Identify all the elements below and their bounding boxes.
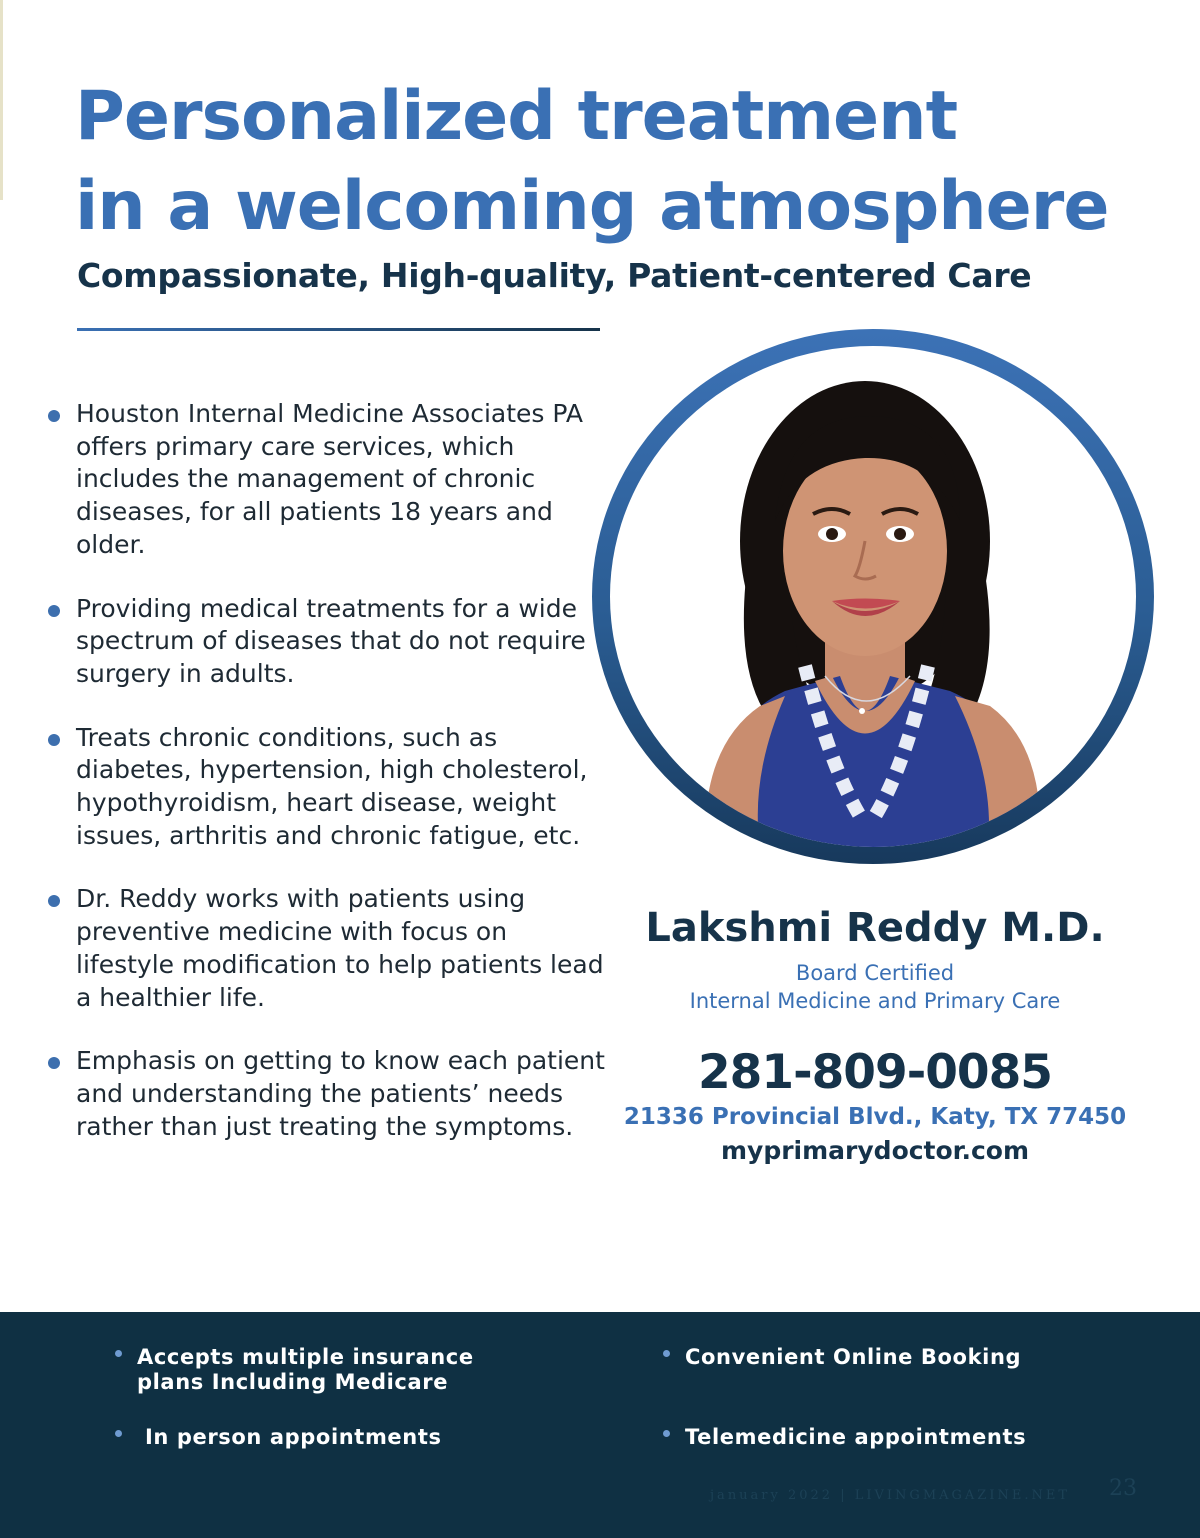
list-item [48, 1045, 608, 1143]
feature-insurance-line-2: plans Including Medicare [137, 1370, 449, 1394]
list-item-text: Dr. Reddy works with patients using preventive medicine with focus on lifestyle modification to help patients lead a healthier life. [76, 884, 604, 1012]
phone-number[interactable]: 281-809-0085 [697, 1045, 1053, 1100]
list-item [48, 398, 608, 562]
feature-in-person-text: In person appointments [145, 1425, 442, 1449]
feature-insurance [137, 1345, 474, 1395]
website-link[interactable]: myprimarydoctor.com [720, 1136, 1029, 1165]
subheadline: Compassionate, High-quality, Patient-centered Care [77, 256, 1032, 295]
doctor-info [590, 905, 1160, 1165]
feature-telemedicine-text: Telemedicine appointments [685, 1425, 1027, 1449]
services-list [48, 398, 608, 1174]
doctor-portrait [610, 346, 1136, 847]
list-item-text: Emphasis on getting to know each patient and understanding the patients’ needs rather than just treating the symptoms. [76, 1046, 605, 1141]
page-number: 23 [1109, 1476, 1137, 1501]
list-item [48, 593, 608, 691]
footer-site: LIVINGMAGAZINE.NET [854, 1488, 1070, 1503]
bullet-dot-icon [48, 410, 60, 422]
credential-line-2: Internal Medicine and Primary Care [689, 989, 1061, 1013]
feature-online-booking [685, 1345, 1021, 1370]
list-item-text: Providing medical treatments for a wide spectrum of diseases that do not require surgery in adults. [76, 593, 586, 688]
bullet-dot-icon [48, 1057, 60, 1069]
feature-insurance-line-1: Accepts multiple insurance [137, 1345, 474, 1369]
bullet-dot-icon [115, 1430, 122, 1437]
list-item-text: Houston Internal Medicine Associates PA offers primary care services, which includes the management of chronic diseases, for all patients 18 years and older. [76, 399, 583, 559]
bullet-dot-icon [48, 605, 60, 617]
page-footer [710, 1488, 1070, 1503]
list-item-text: Treats chronic conditions, such as diabetes, hypertension, high cholesterol, hypothyroidism, heart disease, weight issues, arthritis and chronic fatigue, etc. [76, 722, 588, 850]
bullet-dot-icon [48, 895, 60, 907]
divider-rule [77, 328, 600, 331]
list-item [48, 722, 608, 853]
headline [75, 72, 1108, 252]
page-edge-line [0, 0, 3, 200]
doctor-name: Lakshmi Reddy M.D. [645, 905, 1105, 951]
footer-issue: january 2022 [710, 1488, 834, 1503]
feature-in-person [145, 1425, 442, 1450]
feature-telemedicine [685, 1425, 1026, 1450]
headline-line-2: in a welcoming atmosphere [75, 167, 1109, 246]
list-item [48, 883, 608, 1014]
headline-line-1: Personalized treatment [75, 77, 958, 156]
feature-online-booking-text: Convenient Online Booking [685, 1345, 1022, 1369]
clinic-address: 21336 Provincial Blvd., Katy, TX 77450 [623, 1104, 1127, 1130]
credential-line-1: Board Certified [795, 961, 955, 985]
bullet-dot-icon [663, 1430, 670, 1437]
portrait-illustration [610, 346, 1136, 847]
doctor-credentials [590, 959, 1160, 1015]
bullet-dot-icon [48, 734, 60, 746]
bullet-dot-icon [115, 1350, 122, 1357]
bullet-dot-icon [663, 1350, 670, 1357]
footer-separator: | [840, 1488, 848, 1503]
